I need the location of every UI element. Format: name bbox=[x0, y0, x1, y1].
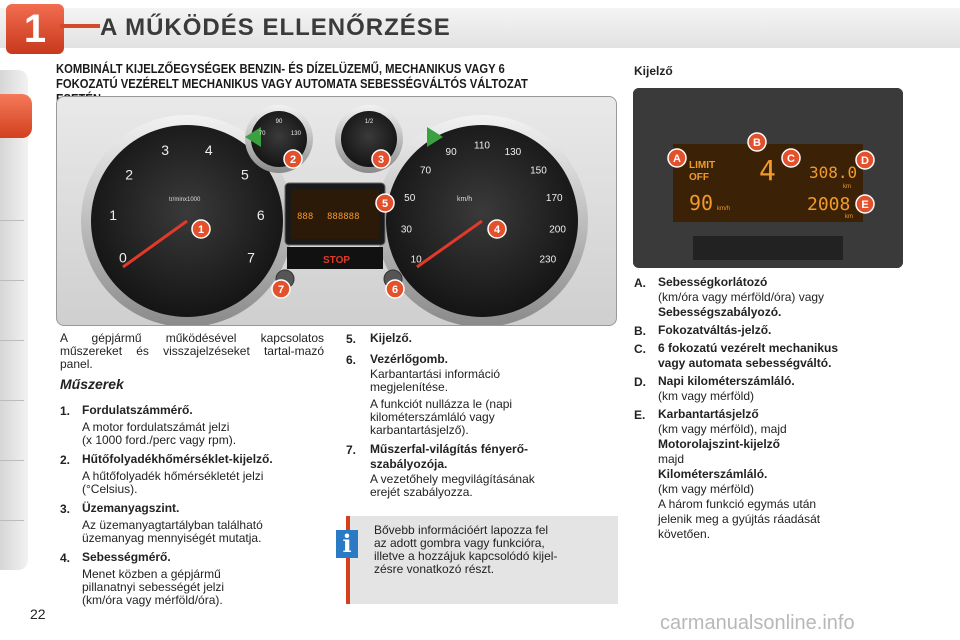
list-description: pillanatnyi sebességét jelzi bbox=[82, 580, 225, 594]
gear-indicator: 4 bbox=[759, 154, 776, 187]
dial-tick-label: 1 bbox=[109, 207, 118, 224]
callout-label: 7 bbox=[277, 284, 285, 296]
list-number: 3. bbox=[60, 502, 71, 516]
speedometer-unit: km/h bbox=[457, 196, 473, 203]
dial-tick-label: 6 bbox=[256, 207, 265, 224]
list-title: Kijelző. bbox=[370, 331, 413, 345]
tachometer-unit: tr/minx1000 bbox=[169, 197, 201, 203]
dial-tick-label: 10 bbox=[410, 254, 422, 266]
total-odometer: 2008 bbox=[807, 194, 851, 215]
list-description: karbantartásjelző). bbox=[370, 423, 469, 437]
list-title: Üzemanyagszint. bbox=[82, 501, 180, 515]
off-label: OFF bbox=[689, 172, 709, 183]
chapter-badge: 1 bbox=[6, 4, 64, 54]
trip-odometer-unit: km bbox=[843, 184, 851, 190]
list-description: A motor fordulatszámát jelzi bbox=[82, 420, 230, 434]
list-description: megjelenítése. bbox=[370, 380, 449, 394]
stop-warning: STOP bbox=[323, 255, 351, 266]
legend-title: vagy automata sebességváltó. bbox=[658, 356, 832, 370]
warning-lamp-strip bbox=[693, 236, 843, 260]
list-letter: A. bbox=[634, 276, 646, 290]
dial-tick-label: 3 bbox=[161, 141, 170, 158]
legend-description: majd bbox=[658, 452, 685, 466]
center-display-text-1: 888 bbox=[297, 212, 314, 222]
list-title: Műszerfal-világítás fényerő- bbox=[370, 442, 529, 456]
dial-tick-label: 130 bbox=[504, 146, 522, 158]
legend-description: (km vagy mérföld) bbox=[658, 482, 755, 496]
list-number: 6. bbox=[346, 353, 357, 367]
dial-tick-label: 110 bbox=[474, 140, 490, 152]
dial-tick-label: 30 bbox=[400, 224, 412, 236]
list-description: A funkciót nullázza le (napi bbox=[370, 397, 513, 411]
legend-title: Sebességkorlátozó bbox=[658, 275, 768, 289]
dial-tick-label: 170 bbox=[545, 192, 563, 204]
dial-tick-label: 90 bbox=[445, 146, 457, 158]
callout-label: E bbox=[861, 199, 869, 211]
list-description: erejét szabályozza. bbox=[370, 485, 473, 499]
callout-label: C bbox=[787, 153, 795, 165]
legend-title: Fokozatváltás-jelző. bbox=[658, 323, 772, 337]
list-description: (x 1000 ford./perc vagy rpm). bbox=[82, 433, 237, 447]
list-letter: E. bbox=[634, 408, 646, 422]
list-description: üzemanyag mennyiségét mutatja. bbox=[82, 531, 262, 545]
callout-label: B bbox=[753, 137, 761, 149]
list-description: A hűtőfolyadék hőmérsékletét jelzi bbox=[82, 469, 264, 483]
list-title: Hűtőfolyadékhőmérséklet-kijelző. bbox=[82, 452, 273, 466]
rail-mark bbox=[0, 340, 24, 341]
list-description: (km/óra vagy mérföld/óra). bbox=[82, 593, 223, 607]
total-odometer-unit: km bbox=[845, 214, 853, 220]
list-number: 7. bbox=[346, 443, 357, 457]
callout-label: 2 bbox=[289, 154, 297, 166]
rail-active-tab bbox=[0, 94, 32, 138]
trip-odometer: 308.0 bbox=[809, 163, 858, 182]
list-number: 1. bbox=[60, 404, 71, 418]
info-text: az adott gombra vagy funkcióra, bbox=[374, 536, 545, 550]
list-description: (°Celsius). bbox=[82, 482, 138, 496]
legend-description: (km vagy mérföld), majd bbox=[658, 422, 787, 436]
list-description: Menet közben a gépjármű bbox=[82, 567, 221, 581]
page-header bbox=[0, 0, 960, 56]
info-icon: i bbox=[336, 530, 358, 558]
dial-tick-label: 70 bbox=[419, 165, 432, 177]
rail-mark bbox=[0, 520, 24, 521]
fuel-gauge-labels bbox=[365, 119, 374, 125]
callout-label: A bbox=[673, 153, 681, 165]
list-title: Sebességmérő. bbox=[82, 550, 171, 564]
list-number: 4. bbox=[60, 551, 71, 565]
intro-text: A gépjármű működésével kapcsolatos műszereket és visszajelzéseket tartal-mazó panel. bbox=[60, 331, 324, 371]
dial-tick-label: 5 bbox=[240, 166, 249, 183]
legend-description: (km vagy mérföld) bbox=[658, 389, 755, 403]
legend-title: Sebességszabályozó. bbox=[658, 305, 782, 319]
list-letter: D. bbox=[634, 375, 646, 389]
display-heading: Kijelző bbox=[634, 64, 673, 78]
legend-title: 6 fokozatú vezérelt mechanikus bbox=[658, 341, 839, 355]
list-letter: B. bbox=[634, 324, 646, 338]
display-figure bbox=[633, 88, 903, 268]
legend-title: Kilométerszámláló. bbox=[658, 467, 768, 481]
center-display-text-2: 888888 bbox=[327, 212, 360, 222]
list-letter: C. bbox=[634, 342, 646, 356]
list-number: 5. bbox=[346, 332, 357, 346]
list-description: Karbantartási információ bbox=[370, 367, 501, 381]
dial-tick-label: 50 bbox=[404, 192, 416, 204]
dial-tick-label: 150 bbox=[530, 165, 547, 177]
speed-readout-unit: km/h bbox=[717, 206, 731, 212]
page-number: 22 bbox=[30, 606, 46, 622]
rail-mark bbox=[0, 280, 24, 281]
info-text: Bővebb információért lapozza fel bbox=[374, 523, 549, 537]
list-description: kilométerszámláló vagy bbox=[370, 410, 495, 424]
legend-description: követően. bbox=[658, 527, 711, 541]
callout-label: 1 bbox=[197, 224, 205, 236]
legend-title: Napi kilométerszámláló. bbox=[658, 374, 795, 388]
list-title: Fordulatszámmérő. bbox=[82, 403, 193, 417]
callout-label: 6 bbox=[391, 284, 399, 296]
page-title: A MŰKÖDÉS ELLENŐRZÉSE bbox=[100, 14, 451, 41]
list-number: 2. bbox=[60, 453, 71, 467]
dial-tick-label: 4 bbox=[204, 141, 213, 158]
info-text: zésre vonatkozó részt. bbox=[374, 562, 495, 576]
dial-tick-label: 2 bbox=[125, 166, 134, 183]
list-description: A vezetőhely megvilágításának bbox=[370, 472, 535, 486]
legend-description: jelenik meg a gyújtás ráadását bbox=[658, 512, 821, 526]
legend-description: A három funkció egymás után bbox=[658, 497, 817, 511]
rail-mark bbox=[0, 220, 24, 221]
info-text: illetve a hozzájuk kapcsolódó kijel- bbox=[374, 549, 558, 563]
dial-tick-label: 0 bbox=[119, 249, 127, 266]
chapter-rail bbox=[0, 70, 28, 570]
callout-label: 3 bbox=[377, 154, 385, 166]
dial-tick-label: 70 bbox=[258, 130, 266, 137]
legend-title: Karbantartásjelző bbox=[658, 407, 759, 421]
rail-mark bbox=[0, 400, 24, 401]
dial-tick-label: 130 bbox=[290, 130, 301, 137]
watermark: carmanualsonline.info bbox=[660, 612, 855, 634]
callout-label: 4 bbox=[493, 224, 501, 236]
rail-mark bbox=[0, 460, 24, 461]
dial-tick-label: 1/2 bbox=[364, 119, 374, 125]
instrument-cluster-figure bbox=[56, 96, 617, 326]
callout-label: 5 bbox=[381, 198, 389, 210]
callout-label: D bbox=[861, 155, 869, 167]
legend-description: (km/óra vagy mérföld/óra) vagy bbox=[658, 290, 825, 304]
dial-tick-label: 90 bbox=[275, 119, 283, 125]
list-title: Vezérlőgomb. bbox=[370, 352, 449, 366]
info-box bbox=[346, 516, 618, 604]
dial-tick-label: 7 bbox=[247, 249, 255, 266]
chapter-tab bbox=[60, 24, 100, 28]
dial-tick-label: 200 bbox=[549, 224, 566, 236]
list-description: Az üzemanyagtartályban található bbox=[82, 518, 263, 532]
dial-tick-label: 230 bbox=[539, 254, 557, 266]
list-title: szabályozója. bbox=[370, 457, 448, 471]
limit-label: LIMIT bbox=[689, 160, 716, 171]
legend-title: Motorolajszint-kijelző bbox=[658, 437, 781, 451]
speed-readout: 90 bbox=[689, 191, 714, 215]
section-heading: KOMBINÁLT KIJELZŐEGYSÉGEK BENZIN- ÉS DÍZELÜZEMŰ, MECHANIKUS VAGY 6 FOKOZATÚ VEZÉRELT MECHANIKUS VAGY AUTOMATA SEBESSÉGVÁLTÓS VÁLTOZAT bbox=[56, 62, 528, 91]
instruments-heading: Műszerek bbox=[60, 376, 124, 392]
